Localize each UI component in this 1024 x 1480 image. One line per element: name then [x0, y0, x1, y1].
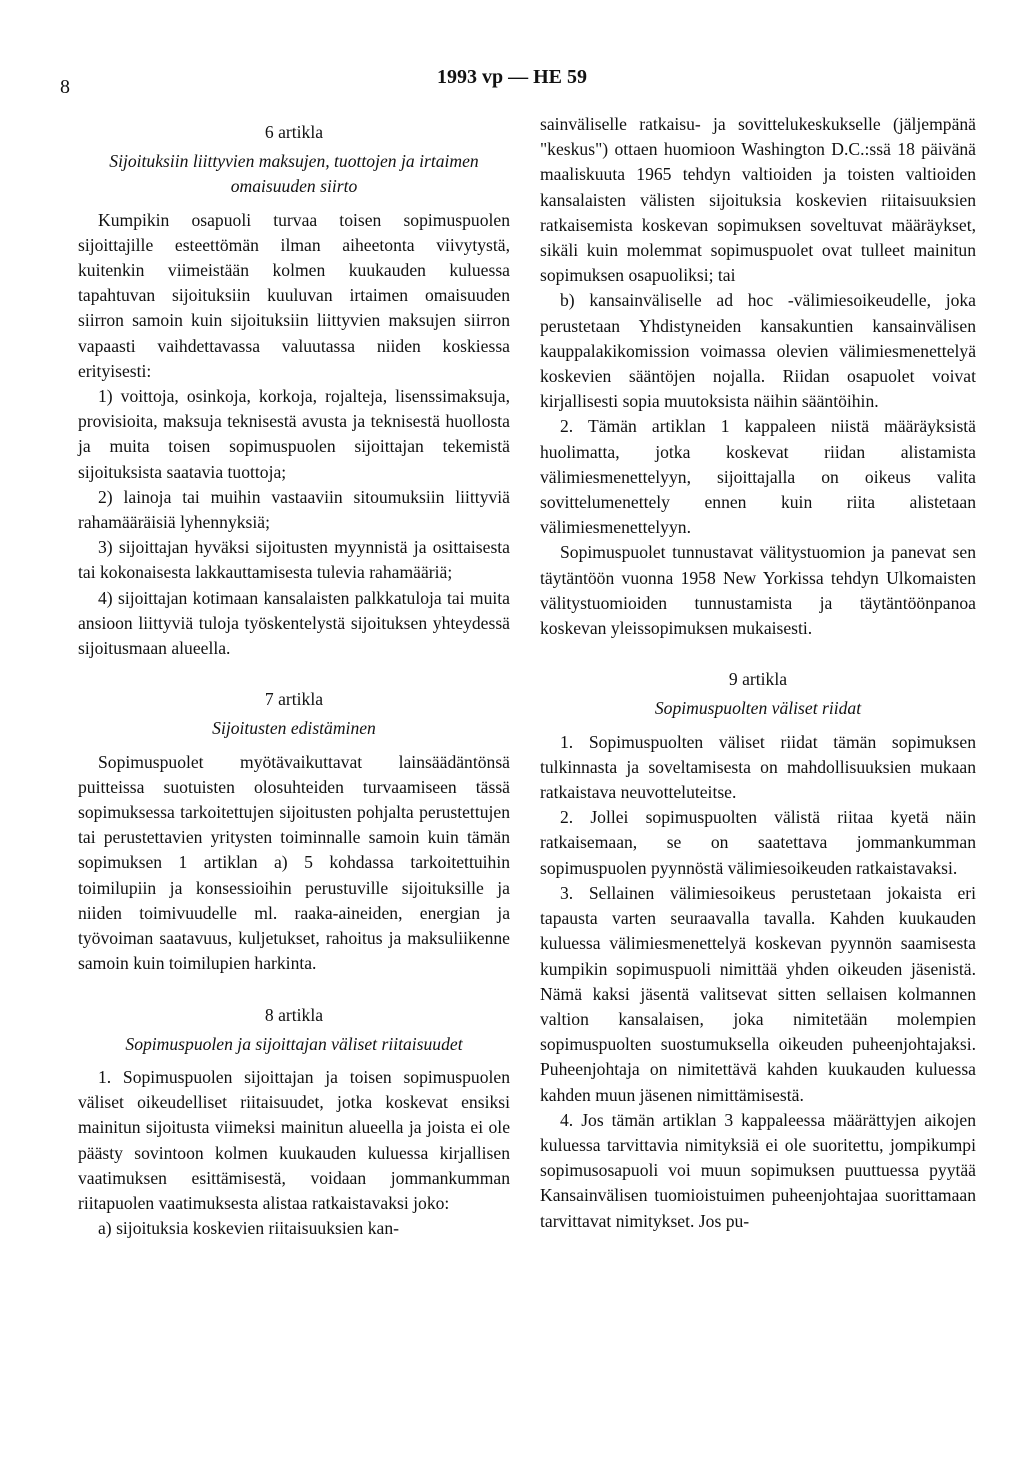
article-9-title: Sopimuspuolten väliset riidat [654, 698, 862, 719]
left-column [78, 112, 510, 1241]
article-6-item-3: 3) sijoittajan hyväksi sijoitusten myynnistä ja osittaisesta tai kokonaisesta lakkauttamisesta tulevia rahamääriä; [78, 537, 510, 583]
article-8-title: Sopimuspuolen ja sijoittajan väliset riitaisuudet [125, 1033, 463, 1054]
article-8-paragraph-3: Sopimuspuolet tunnustavat välitystuomion ja panevat sen täytäntöön vuonna 1958 New Yorkissa tehdyn Ulkomaisten välitystuomioiden tunnustamista ja täytäntöönpanoa koskevan yleissopimuksen mukaisesti. [540, 542, 976, 639]
article-9-paragraph-3: 3. Sellainen välimiesoikeus perustetaan jokaista eri tapausta varten seuraavalla tavalla. Kahden kuukauden kuluessa välimiesmenettelyä koskevan pyynnön saamisesta kumpikin sopimuspuoli nimittää yhden oikeuden jäsenistä. Nämä kaksi jäsentä valitsevat sitten sellaisen kolmannen valtion kansalaisen, joka nimitetään molempien sopimuspuolten suostumuksella oikeuden puheenjohtajaksi. Puheenjohtaja on nimitettävä kahden kuukauden kuluessa kahden muun jäsenen nimittämisestä. [540, 882, 976, 1105]
article-7-heading: 7 artikla [264, 689, 324, 710]
page-number: 8 [60, 76, 70, 98]
article-8-item-a: a) sijoituksia koskevien riitaisuuksien kan- [98, 1218, 399, 1239]
running-head: 1993 vp — HE 59 [436, 66, 588, 88]
article-8-item-b: b) kansainväliselle ad hoc -välimiesoikeudelle, joka perustetaan Yhdistyneiden kansakuntien kansainvälisen kauppalakikomission voimassa olevien välimiesmenettelyä koskevien sääntöjen nojalla. Riidan osapuolet voivat kirjallisesti sopia muutoksista näihin sääntöihin. [540, 290, 976, 412]
article-6-item-2: 2) lainoja tai muihin vastaaviin sitoumuksiin liittyviä rahamääräisiä lyhennyksiä; [78, 486, 510, 533]
article-7-title: Sijoitusten edistäminen [212, 718, 376, 739]
article-6-heading: 6 artikla [264, 122, 324, 142]
article-9-paragraph-4: 4. Jos tämän artiklan 3 kappaleessa määrättyjen aikojen kuluessa tarvittavia nimityksiä ei ole suoritettu, jompikumpi sopimusosapuoli voi muun sopimuksen puuttuessa pyytää Kansainvälisen tuomioistuimen puheenjohtajaa suorittamaan tarvittavat nimitykset. Jos pu- [540, 1109, 976, 1231]
article-6-title: Sijoituksiin liittyvien maksujen, tuottojen ja irtaimen omaisuuden siirto [109, 151, 479, 197]
article-8-continuation: sainväliselle ratkaisu- ja sovittelukeskukselle (jäljempänä "keskus") ottaen huomioon Washington D.C.:ssä 18 päivänä maaliskuuta 1965 tehdyn valtioiden ja toisten valtioiden kansalaisten välisten sijoituksia koskevien riitaisuuksien ratkaisemista koskevan sopimuksen soveltuvat määräykset, sikäli kuin molemmat sopimuspuolet ovat tulleet mainitun sopimuksen osapuoliksi; tai [540, 114, 976, 286]
article-9-paragraph-1: 1. Sopimuspuolten väliset riidat tämän sopimuksen tulkinnasta ja soveltamisesta on mahdollisuuksien mukaan ratkaistava neuvotteluteitse. [540, 731, 976, 803]
article-8-paragraph-2: 2. Tämän artiklan 1 kappaleen niistä määräyksistä huolimatta, jotka koskevat riidan alistamista välimiesmenettelyyn, sijoittajalla on oikeus valita sovittelumenettely ennen kuin riita alistetaan välimiesmenettelyyn. [540, 416, 976, 538]
article-9-heading: 9 artikla [728, 669, 788, 690]
article-7-paragraph: Sopimuspuolet myötävaikuttavat lainsäädäntönsä puitteissa suotuisten olosuhteiden turvaamiseen tässä sopimuksessa tarkoitettujen sijoitusten pohjalta perustettujen tai perustettavien yritysten toiminnalle samoin kuin tämän sopimuksen 1 artiklan a) 5 kohdassa tarkoitettuihin toimilupiin ja konsessioihin perustuville sijoituksille ja niiden toimivuudelle ml. raaka-aineiden, energian ja työvoiman saatavuus, kuljetukset, rahoitus ja maksuliikenne samoin kuin toimilupien harkinta. [78, 751, 510, 974]
article-9-paragraph-2: 2. Jollei sopimuspuolten välistä riitaa kyetä näin ratkaisemaan, se on saatettava jommankumman sopimuspuolen pyynnöstä välimiesoikeuden ratkaistavaksi. [540, 807, 976, 878]
article-8-heading: 8 artikla [264, 1004, 324, 1025]
article-8-paragraph-1: 1. Sopimuspuolen sijoittajan ja toisen sopimuspuolen väliset oikeudelliset riitaisuudet, jotka koskevat ensiksi mainitun sijoitusta viimeksi mainitun alueella ja joista ei ole päästy sovintoon kolmen kuukauden kuluessa kirjallisen vaatimuksen esittämisestä, voidaan jommankumman riitapuolen vaatimuksesta alistaa ratkaistavaksi joko: [78, 1066, 510, 1213]
article-6-item-1: 1) voittoja, osinkoja, korkoja, rojalteja, lisenssimaksuja, provisioita, maksuja teknisestä avusta ja teknisestä huollosta ja muita toisen sopimuspuolen sijoittajan tekemistä sijoituksista saatavia tuottoja; [78, 386, 510, 482]
right-column [540, 112, 976, 1234]
article-6-paragraph: Kumpikin osapuoli turvaa toisen sopimuspuolen sijoittajille esteettömän ilman aiheetonta viivytystä, kuitenkin viimeistään kolmen kuukauden kuluessa tapahtuvan sijoituksiin kuuluvan irtaimen omaisuuden siirron samoin kuin sijoituksiin liittyvien maksujen siirron vapaasti vaihdettavassa valuutassa niiden koskiessa erityisesti: [78, 209, 510, 381]
article-6-item-4: 4) sijoittajan kotimaan kansalaisten palkkatuloja tai muita ansioon liittyviä tuloja työskentelystä sijoituksen yhteydessä sijoitusmaan alueella. [78, 587, 510, 659]
